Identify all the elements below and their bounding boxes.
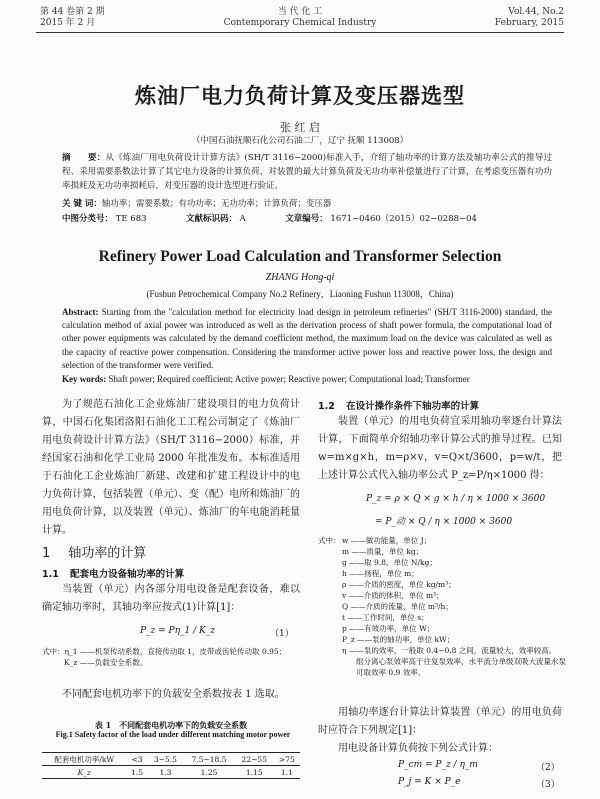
table-cell: 1.3 <box>148 766 184 779</box>
para-1-1: 当装置（单元）内各部分用电设备是配套设备，难以确定轴功率时，其轴功率应按式(1)计算[1]： <box>42 584 300 613</box>
table-cell: 7.5~18.5 <box>183 753 235 766</box>
abstract-cn <box>62 151 552 193</box>
var-eta-note: 组分离心泵效率高于往复泵效率，水平流分单级双吸大流量水泵可取效率 0.9 效率。 <box>356 657 566 677</box>
vars-label-1: 式中： <box>42 647 65 656</box>
para-after: 用轴功率逐台计算法计算装置（单元）的用电负荷时应符合下列规定[1]： <box>318 707 562 736</box>
var-p: p ——有效功率，单位 W； <box>342 624 435 633</box>
volume-issue-en: Vol.44, No.2 <box>508 7 564 17</box>
table-intro: 不同配套电机功率下的负载安全系数按表 1 选取。 <box>62 689 285 700</box>
var-pz: P_z ——泵的轴功率，单位 kW； <box>342 635 455 644</box>
var-w: w ——做功能量，单位 J； <box>342 536 432 545</box>
abstract-cn-label: 摘 要： <box>62 153 106 163</box>
section-1-1-heading <box>42 566 184 580</box>
table-row <box>42 753 300 766</box>
para-after-2: 用电设备计算负荷按下列公式计算： <box>338 743 498 754</box>
abstract-en-text: Starting from the "calculation method for electricity load design in petroleum refineries" (SH/T 3116-2000) standard, the calculation method of axial power was introduced as well as the derivation process of shaft power formula, the computational load of other power equipments was calculated by the demand coefficient method, the maximum load on the device was calculated as well as the capacity of reactive power compensation. Considering the transformer active power loss and reactive power loss, the design and selection of the transformer were verified. <box>62 307 553 370</box>
table-1-caption-en: Fig.1 Safety factor of the load under different matching motor power <box>55 730 291 739</box>
var-v: v ——介质的体积，单位 m³； <box>342 591 444 600</box>
journal-volume-right <box>495 7 564 29</box>
section-1-heading <box>42 542 146 561</box>
table-cell: 1.1 <box>274 766 300 779</box>
var-m: m ——质量，单位 kg； <box>342 547 424 556</box>
keywords-en-text: Shaft power; Required coefficient; Active power; Reactive power; Computational load; Transformer <box>108 374 470 384</box>
formula-2-number: （2） <box>536 763 560 773</box>
f1-var-eta: η_1 ——机泵传动系数，直接传动取 1，皮带或齿轮传动取 0.95； <box>64 647 287 656</box>
section-1-1-number: 1.1 <box>42 569 59 580</box>
table-row1-head: 配套电机功率/kW <box>42 753 126 766</box>
var-h: h ——扬程，单位 m； <box>342 569 419 578</box>
vars-label-2: 式中： <box>318 536 341 545</box>
formula-3: P_j = K × P_e <box>398 777 461 787</box>
affiliation-cn: （中国石油抚顺石化公司石油二厂，辽宁 抚顺 113008） <box>191 136 409 146</box>
clc-value: TE 683 <box>115 214 147 224</box>
author-cn: 张 红 启 <box>280 121 320 134</box>
formula-shaft-a: P_z = ρ × Q × g × h / η × 1000 × 3600 <box>366 494 546 504</box>
var-t: t ——工作时间，单位 s； <box>342 613 429 622</box>
var-eta: η ——泵的效率，一般取 0.4~0.8 之间，流量较大，效率较高。 <box>342 646 557 655</box>
title-en: Refinery Power Load Calculation and Transformer Selection <box>98 248 502 265</box>
var-rho: ρ ——介质的密度，单位 kg/m³； <box>342 580 456 589</box>
doc-code-label: 文献标识码： <box>185 214 237 224</box>
header-rule <box>36 32 564 33</box>
doc-code-value: A <box>239 214 246 224</box>
table-1 <box>42 752 300 779</box>
keywords-cn-text: 轴功率；需要系数；有功功率；无功功率；计算负荷；变压器 <box>101 199 332 209</box>
intro-paragraph: 为了规范石油化工企业炼油厂建设项目的电力负荷计算，中国石化集团洛阳石油化工工程公司制定了《炼油厂用电负荷设计计算方法》（SH/T 3116−2000）标准，并经国家石油和化学工业局 2000 年批准发布。本标准适用于石油化工企业炼油厂新建、改建和扩建工程设计中的电力负荷计算，包括装置（单元）、变（配）电所和炼油厂的用电负荷计算，以及装置（单元）、炼油厂的年电能消耗量计算。 <box>42 399 300 536</box>
issue-date-cn: 2015 年 2 月 <box>40 18 96 28</box>
affiliation-en: (Fushun Petrochemical Company No.2 Refinery，Liaoning Fushun 113008，China) <box>146 289 454 299</box>
volume-issue: 第 44 卷第 2 期 <box>40 7 105 17</box>
formula-shaft-b: = P_动 × Q / η × 1000 × 3600 <box>375 517 513 527</box>
keywords-en-label: Key words: <box>62 374 107 384</box>
clc-label: 中图分类号： <box>62 214 114 224</box>
table-cell: 1.25 <box>183 766 235 779</box>
table-cell: 22~55 <box>235 753 274 766</box>
section-1-1-title: 配套电力设备轴功率的计算 <box>70 569 185 580</box>
table-cell: <3 <box>126 753 147 766</box>
table-row <box>42 766 300 779</box>
table-cell: 1.5 <box>126 766 147 779</box>
table-cell: 3~5.5 <box>148 753 184 766</box>
f1-var-kz: K_z ——负载安全系数。 <box>64 658 148 667</box>
section-1-title: 轴功率的计算 <box>68 546 147 561</box>
formula-3-number: （3） <box>536 780 560 790</box>
keywords-en <box>62 373 552 386</box>
table-1-caption-cn: 表 1 不同配套电机功率下的负载安全系数 <box>94 720 248 730</box>
table-cell: 1.15 <box>235 766 274 779</box>
abstract-en <box>62 306 552 372</box>
abstract-en-label: Abstract: <box>62 307 99 317</box>
var-g: g ——取 9.8，单位 N/kg； <box>342 558 437 567</box>
issue-date-en: February, 2015 <box>494 18 564 28</box>
keywords-cn <box>62 197 552 211</box>
formula-shaft-variables <box>318 535 566 678</box>
journal-name <box>200 7 400 29</box>
journal-name-en: Contemporary Chemical Industry <box>223 18 377 28</box>
article-no-value: 1671−0460（2015）02−0288−04 <box>330 214 477 224</box>
journal-volume-left <box>40 7 105 29</box>
section-1-2-title: 在设计操作条件下轴功率的计算 <box>346 401 480 412</box>
var-q: Q ——介质的流量，单位 m³/h； <box>342 602 453 611</box>
formula-1-number: （1） <box>270 629 294 639</box>
section-1-number: 1 <box>42 546 51 561</box>
section-1-2-heading <box>318 398 479 412</box>
formula-2: P_cm = P_z / η_m <box>398 760 478 770</box>
table-cell: >75 <box>274 753 300 766</box>
para-1-2: 装置（单元）的用电负荷宜采用轴功率逐台计算法计算，下面简单介绍轴功率计算公式的推导过程。已知 w=m×g×h，m=ρ×v，v=Q×t/3600，p=w/t，把上述计算公式代入轴功率公式 P_z=P/η×1000 得： <box>318 416 562 481</box>
keywords-cn-label: 关 键 词： <box>62 199 102 209</box>
article-no-label: 文章编号： <box>285 214 328 224</box>
abstract-cn-text: 从《炼油厂用电负荷设计计算方法》(SH/T 3116−2000)标准入手，介绍了轴功率的计算方法及轴功率公式的推导过程、采用需要系数法计算了其它电力设备的计算负荷，对装置的最大计算负荷及无功功率补偿量进行了计算，在考虑变压器有功功率损耗及无功功率损耗后，对变压器的设计选型进行验证。 <box>62 153 552 191</box>
table-row2-head: K_z <box>42 766 126 779</box>
journal-name-cn: 当 代 化 工 <box>277 7 323 17</box>
formula-1-variables <box>42 646 302 668</box>
classification-line <box>62 212 552 226</box>
section-1-2-number: 1.2 <box>318 401 335 412</box>
author-en: ZHANG Hong-qi <box>265 272 335 283</box>
page-title: 炼油厂电力负荷计算及变压器选型 <box>135 84 465 108</box>
formula-1: P_z = Pη_1 / K_z <box>140 626 215 636</box>
